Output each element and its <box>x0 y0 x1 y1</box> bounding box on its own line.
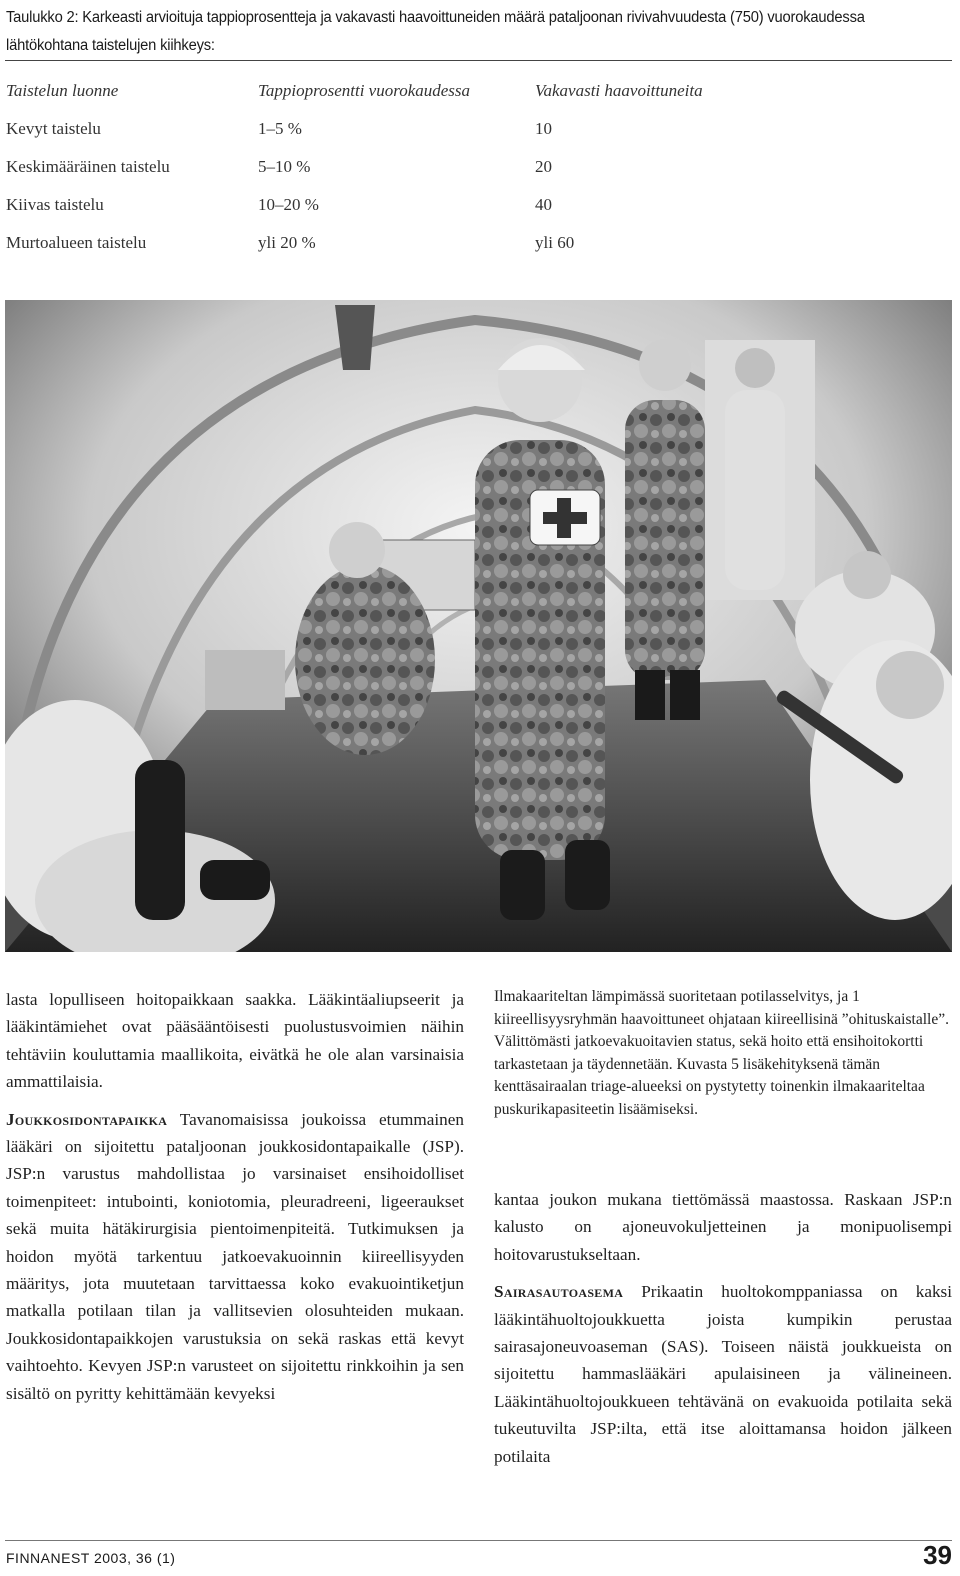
left-text-column <box>6 986 464 1407</box>
journal-citation: FINNANEST 2003, 36 (1) <box>6 1550 176 1566</box>
section-heading: Joukkosidontapaikka <box>6 1109 168 1129</box>
section-heading: Sairasautoasema <box>494 1282 624 1302</box>
paragraph: kantaa joukon mukana tiettömässä maastossa. Raskaan JSP:n kalusto on ajoneuvokuljetteinen ja monipuolisempi hoitovarustukseltaan. <box>494 1190 952 1264</box>
right-text-column <box>494 1186 952 1470</box>
table-cell: Keskimääräinen taistelu <box>6 157 170 176</box>
table-cell: yli 20 % <box>258 233 316 252</box>
paragraph <box>6 1106 464 1407</box>
paragraph-text: Prikaatin huoltokomppaniassa on kaksi lääkintähuoltojoukkuetta joista kumpikin perustaa sairasajoneuvoaseman (SAS). Toiseen näistä joukkueista on sijoitettu hammaslääkäri apulaisineen ja välineineen. Lääkintähuoltojoukkueen tehtävänä on evakuoida potilaita sekä tukeutuvilta JSP:ilta, että itse aloittamansa hoidon jälkeen potilaita <box>494 1282 953 1466</box>
table-cell: Kiivas taistelu <box>6 195 104 214</box>
table-cell: 10 <box>535 119 552 138</box>
table-row <box>6 110 946 148</box>
casualty-table <box>6 72 946 262</box>
table-header-cell: Vakavasti haavoittuneita <box>535 81 703 100</box>
caption-rule <box>5 60 952 61</box>
table-header-cell: Tappioprosentti vuorokaudessa <box>258 81 471 100</box>
table-header-row <box>6 72 946 110</box>
paragraph: lasta lopulliseen hoitopaikkaan saakka. Lääkintäaliupseerit ja lääkintämiehet ovat pääsääntöisesti puolustusvoimien näihin tehtäviin kouluttamia maallikoita, eivätkä he ole alan varsinaisia ammattilaisia. <box>6 990 464 1092</box>
table-cell: 1–5 % <box>258 119 302 138</box>
page-number: 39 <box>923 1540 952 1570</box>
table-header-cell: Taistelun luonne <box>6 81 119 100</box>
table-row <box>6 186 946 224</box>
table-cell: Murtoalueen taistelu <box>6 233 147 252</box>
tent-photo <box>5 300 952 952</box>
photo-caption: Ilmakaariteltan lämpimässä suoritetaan potilasselvitys, ja 1 kiireellisyysryhmän haavoittuneet ohjataan kiireellisinä ”ohituskaistalle”. Välittömästi jatkoevakuoitavien status, sekä hoito että ensihoitokortti tarkastetaan ja täydennetään. Kuvasta 5 lisäkehityksenä tämän kenttäsairaalan triage-alueeksi on pystytetty toinenkin ilmakaariteltaa puskurikapasiteetin lisäämiseksi. <box>494 988 949 1118</box>
table-caption: Taulukko 2: Karkeasti arvioituja tappioprosentteja ja vakavasti haavoittuneiden määrä pataljoonan rivivahvuudesta (750) vuorokaudessa lähtökohtana taistelujen kiihkeys: <box>6 9 865 54</box>
paragraph <box>494 1278 952 1470</box>
table-cell: Kevyt taistelu <box>6 119 101 138</box>
tent-photo-illustration <box>5 300 952 952</box>
table-cell: 5–10 % <box>258 157 311 176</box>
paragraph-text: Tavanomaisissa joukoissa etummainen lääkäri on sijoitettu pataljoonan joukkosidontapaikalle (JSP). JSP:n varustus mahdollistaa jo varsinaiset ensihoidolliset toimenpiteet: intubointi, koniotomia, pleuradreeni, ligeeraukset sekä muita hätäkirurgisia pientoimenpiteitä. Tutkimuksen ja hoidon myötä tarkentuu jatkoevakuoinnin kiireellisyyden määritys, jota muutetaan tarvittaessa koko evakuointiketjun matkalla potilaan tilan ja vallitsevien olosuhteiden mukaan. Joukkosidontapaikkojen varustuksia on sekä raskas että kevyt vaihtoehto. Kevyen JSP:n varusteet on sijoitettu rinkkoihin ja sen sisältö on pyritty kehittämään kevyeksi <box>6 1109 464 1403</box>
table-cell: yli 60 <box>535 233 575 252</box>
table-cell: 40 <box>535 195 552 214</box>
table-cell: 20 <box>535 157 552 176</box>
table-row <box>6 224 946 262</box>
table-row <box>6 148 946 186</box>
footer-rule <box>5 1540 952 1541</box>
table-cell: 10–20 % <box>258 195 319 214</box>
